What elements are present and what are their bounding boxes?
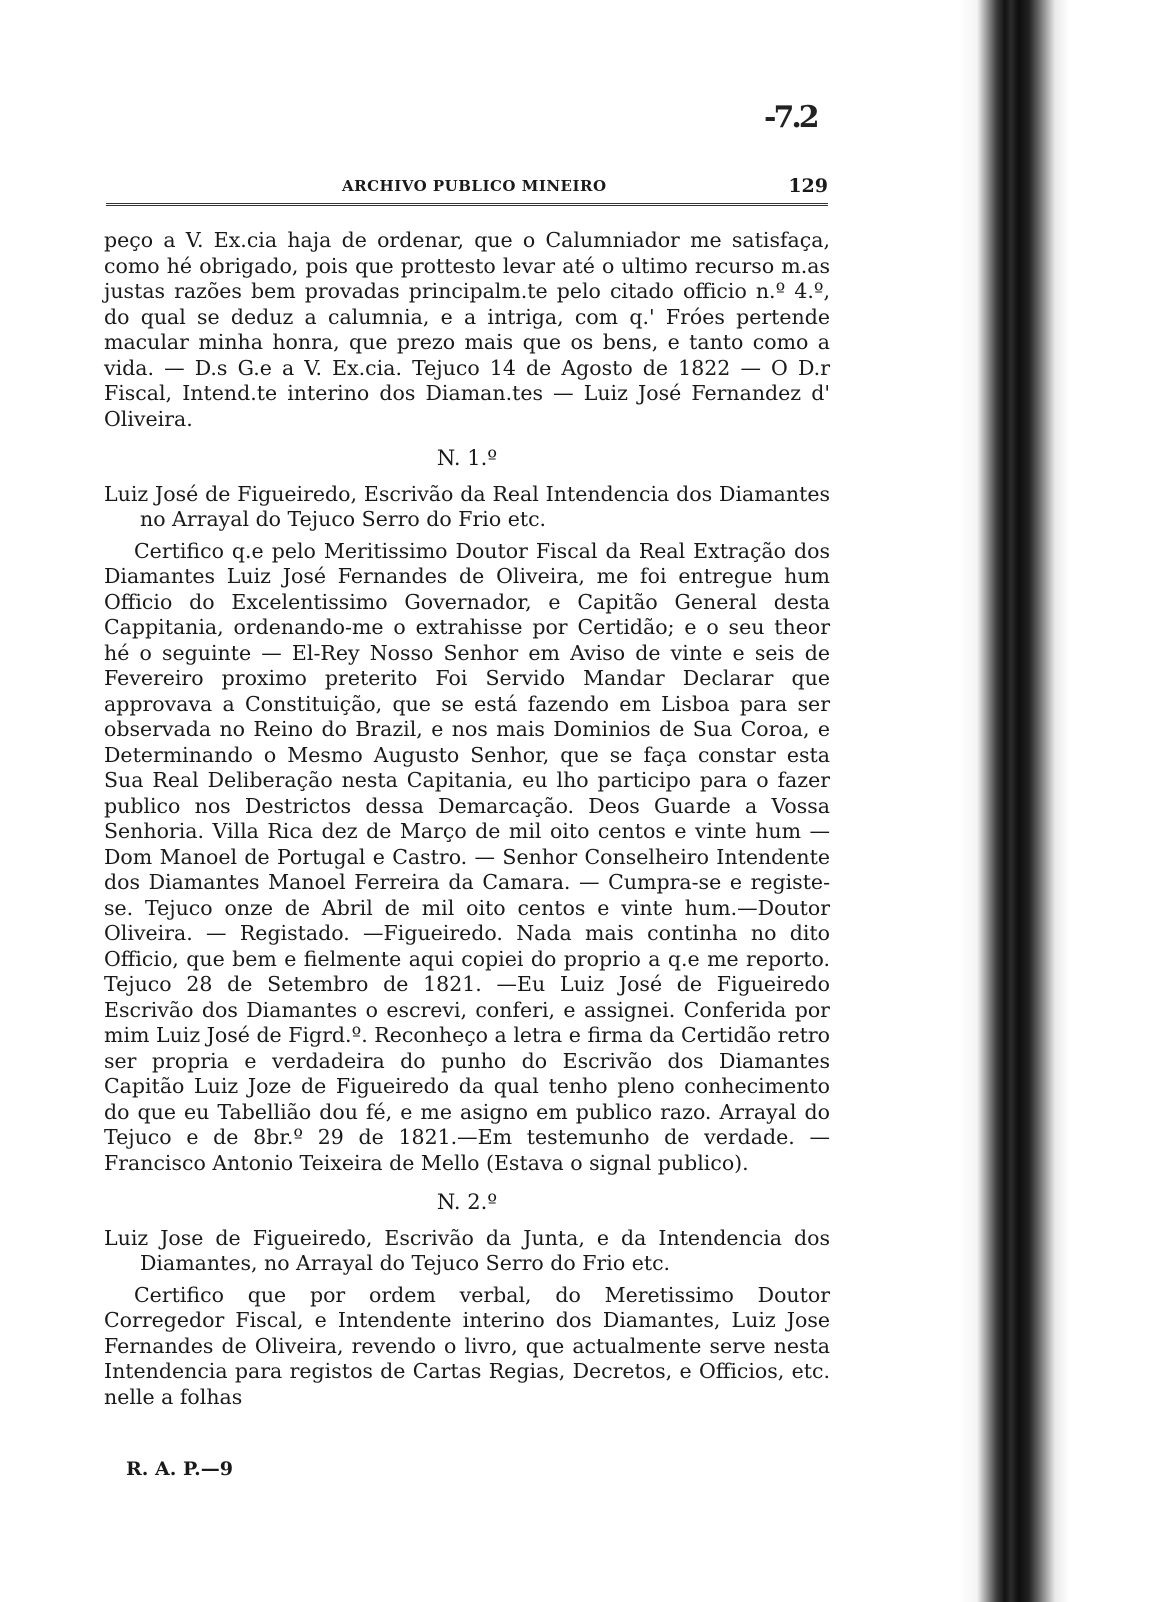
certificate-2-title: Luiz Jose de Figueiredo, Escrivão da Junta, e da Intendencia dos Diamantes, no Arrayal do Tejuco Serro do Frio etc. — [104, 1225, 830, 1275]
paragraph-letter-end: peço a V. Ex.cia haja de ordenar, que o Calumniador me satisfaça, como hé obrigado, pois que prottesto levar até o ultimo recurso m.as justas razões bem provadas principalm.te pelo citado officio n.º 4.º, do qual se deduz a calumnia, e a intriga, com q.' Fróes pertende macular minha honra, que prezo mais que os bens, e tanto como a vida. — D.s G.e a V. Ex.cia. Tejuco 14 de Agosto de 1822 — O D.r Fiscal, Intend.te interino dos Diaman.tes — Luiz José Fernandez d' Oliveira. — [104, 228, 830, 431]
certificate-1-title: Luiz José de Figueiredo, Escrivão da Real Intendencia dos Diamantes no Arrayal do Tejuco Serro do Frio etc. — [104, 481, 830, 531]
page-number: 129 — [788, 175, 828, 197]
book-gutter-shadow — [959, 0, 1174, 1602]
certificate-2-body: Certifico que por ordem verbal, do Meretissimo Doutor Corregedor Fiscal, e Intendente interino dos Diamantes, Luiz Jose Fernandes de Oliveira, revendo o livro, que actualmente serve nesta Intendencia para registos de Cartas Regias, Decretos, e Officios, etc. nelle a folhas — [104, 1282, 830, 1409]
body-text — [104, 228, 830, 1410]
certificate-1-body: Certifico q.e pelo Meritissimo Doutor Fiscal da Real Extração dos Diamantes Luiz José Fernandes de Oliveira, me foi entregue hum Officio do Excelentissimo Governador, e Capitão General desta Cappitania, ordenando-me o extrahisse por Certidão; e o seu theor hé o seguinte — El-Rey Nosso Senhor em Aviso de vinte e seis de Fevereiro proximo preterito Foi Servido Mandar Declarar que approvava a Constituição, que se está fazendo em Lisboa para ser observada no Reino do Brazil, e nos mais Dominios de Sua Coroa, e Determinando o Mesmo Augusto Senhor, que se faça constar esta Sua Real Deliberação nesta Capitania, eu lho participo para o fazer publico nos Destrictos dessa Demarcação. Deos Guarde a Vossa Senhoria. Villa Rica dez de Março de mil oito centos e vinte hum — Dom Manoel de Portugal e Castro. — Senhor Conselheiro Intendente dos Diamantes Manoel Ferreira da Camara. — Cumpra-se e registe-se. Tejuco onze de Abril de mil oito centos e vinte hum.—Doutor Oliveira. — Registado. —Figueiredo. Nada mais continha no dito Officio, que bem e fielmente aqui copiei do proprio a q.e me reporto. Tejuco 28 de Setembro de 1821. —Eu Luiz José de Figueiredo Escrivão dos Diamantes o escrevi, conferi, e assignei. Conferida por mim Luiz José de Figrd.º. Reconheço a letra e firma da Certidão retro ser propria e verdadeira do punho do Escrivão dos Diamantes Capitão Luiz Joze de Figueiredo da qual tenho pleno conhecimento do que eu Tabellião dou fé, e me asigno em publico razo. Arrayal do Tejuco e de 8br.º 29 de 1821.—Em testemunho de verdade. — Francisco Antonio Teixeira de Mello (Estava o signal publico). — [104, 538, 830, 1175]
section-heading-2: N. 2.º — [436, 1190, 498, 1214]
handwritten-page-mark: -7.2 — [764, 100, 817, 135]
running-head: ARCHIVO PUBLICO MINEIRO — [342, 177, 607, 195]
folio-signature: R. A. P.—9 — [126, 1458, 233, 1480]
section-heading-1: N. 1.º — [436, 446, 498, 470]
page-header — [106, 175, 828, 206]
